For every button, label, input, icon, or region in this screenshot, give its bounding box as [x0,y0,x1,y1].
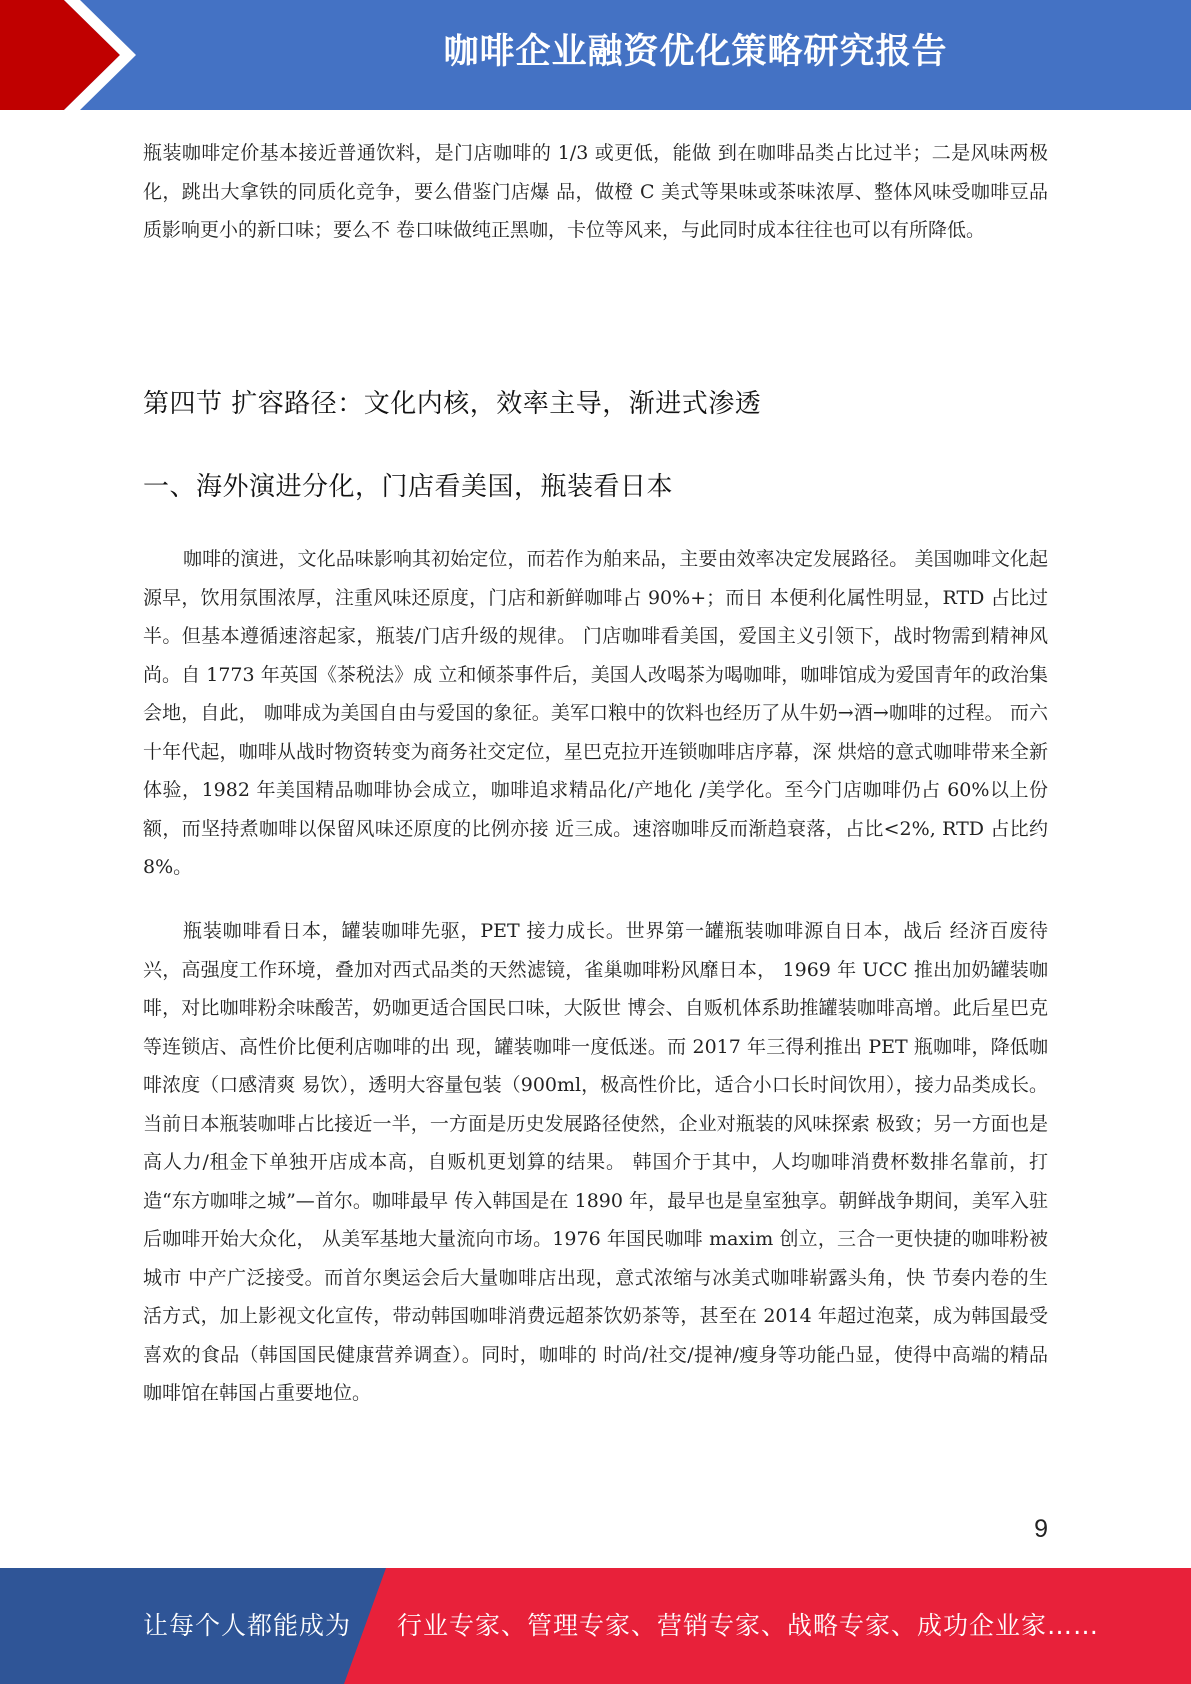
intro-paragraph: 瓶装咖啡定价基本接近普通饮料，是门店咖啡的 1/3 或更低，能做 到在咖啡品类占比过半；二是风味两极化，跳出大拿铁的同质化竞争，要么借鉴门店爆 品，做橙 C 美式等果味或茶味浓厚、整体风味受咖啡豆品质影响更小的新口味；要么不 卷口味做纯正黑咖，卡位等风来，与此同时成本往往也可以有所降低。 [143,142,1048,241]
body-paragraph-usa: 咖啡的演进，文化品味影响其初始定位，而若作为舶来品，主要由效率决定发展路径。 美国咖啡文化起源早，饮用氛围浓厚，注重风味还原度，门店和新鲜咖啡占 90%+；而日 本便利化属性明显，RTD 占比过半。但基本遵循速溶起家，瓶装/门店升级的规律。 门店咖啡看美国，爱国主义引领下，战时物需到精神风尚。自 1773 年英国《茶税法》成 立和倾茶事件后，美国人改喝茶为喝咖啡，咖啡馆成为爱国青年的政治集会地，自此， 咖啡成为美国自由与爱国的象征。美军口粮中的饮料也经历了从牛奶→酒→咖啡的过程。 而六十年代起，咖啡从战时物资转变为商务社交定位，星巴克拉开连锁咖啡店序幕，深 烘焙的意式咖啡带来全新体验，1982 年美国精品咖啡协会成立，咖啡追求精品化/产地化 /美学化。至今门店咖啡仍占 60%以上份额，而坚持煮咖啡以保留风味还原度的比例亦接 近三成。速溶咖啡反而渐趋衰落，占比<2%, RTD 占比约 8%。 [143,548,1048,878]
body-paragraph-japan-korea: 瓶装咖啡看日本，罐装咖啡先驱，PET 接力成长。世界第一罐瓶装咖啡源自日本，战后 经济百废待兴，高强度工作环境，叠加对西式品类的天然滤镜，雀巢咖啡粉风靡日本， 1969 年 UCC 推出加奶罐装咖啡，对比咖啡粉余味酸苦，奶咖更适合国民口味，大阪世 博会、自贩机体系助推罐装咖啡高增。此后星巴克等连锁店、高性价比便利店咖啡的出 现，罐装咖啡一度低迷。而 2017 年三得利推出 PET 瓶咖啡，降低咖啡浓度（口感清爽 易饮），透明大容量包装（900ml，极高性价比，适合小口长时间饮用），接力品类成长。 当前日本瓶装咖啡占比接近一半，一方面是历史发展路径使然，企业对瓶装的风味探索 极致；另一方面也是高人力/租金下单独开店成本高，自贩机更划算的结果。 韩国介于其中，人均咖啡消费杯数排名靠前，打造“东方咖啡之城”—首尔。咖啡最早 传入韩国是在 1890 年，最早也是皇室独享。朝鲜战争期间，美军入驻后咖啡开始大众化， 从美军基地大量流向市场。1976 年国民咖啡 maxim 创立，三合一更快捷的咖啡粉被城市 中产广泛接受。而首尔奥运会后大量咖啡店出现，意式浓缩与冰美式咖啡崭露头角，快 节奏内卷的生活方式，加上影视文化宣传，带动韩国咖啡消费远超茶饮奶茶等，甚至在 2014 年超过泡菜，成为韩国最受喜欢的食品（韩国国民健康营养调查）。同时，咖啡的 时尚/社交/提神/瘦身等功能凸显，使得中高端的精品咖啡馆在韩国占重要地位。 [143,920,1048,1404]
page-number: 9 [1034,1515,1048,1543]
intro-block [143,134,1048,250]
footer-slogan-right: 行业专家、管理专家、营销专家、战略专家、成功企业家…… [397,1611,1100,1640]
body-block-1 [143,540,1048,887]
body-block-2 [143,912,1048,1413]
section-heading: 第四节 扩容路径：文化内核，效率主导，渐进式渗透 [143,389,762,419]
page-footer [0,1568,1191,1684]
report-title: 咖啡企业融资优化策略研究报告 [443,32,948,72]
header-red-arrow-decoration [0,0,160,110]
footer-slogan-left: 让每个人都能成为 [143,1611,352,1640]
page-header [0,0,1191,110]
subsection-heading: 一、海外演进分化，门店看美国，瓶装看日本 [143,472,674,502]
